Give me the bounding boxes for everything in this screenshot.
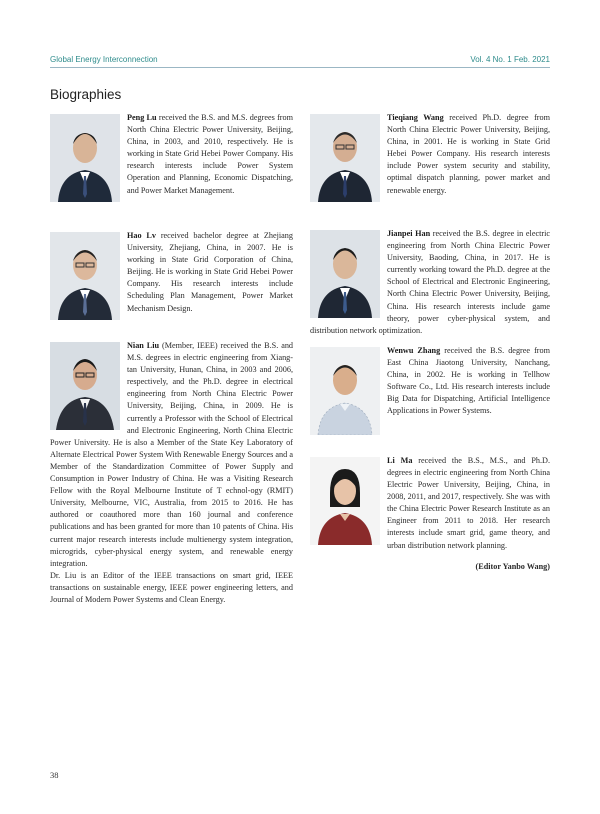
bio-text: received the B.S., M.S., and Ph.D. degrees in electric engineering from North China Electric Power University, Beijing, China, in 2008, 2011, and 2017, respectively. She was with the China Electric Power Research Institute as an Engineer from 2011 to 2018. Her research interests include smart grid, game theory, and urban distribution network planning. — [387, 455, 550, 550]
biography-tieqiang-wang — [310, 112, 550, 222]
portrait-photo-nian-liu — [50, 342, 120, 430]
bio-name: Hao Lv — [127, 231, 156, 240]
bio-text: received the B.S. and M.S. degrees from North China Electric Power University, Beijing, China, in 2003, and 2010, respectively. He is working in State Grid Hebei Power Company. His research interests include Power System Operation and Planning, Economic Dispatching, and Power Market Management. — [127, 113, 293, 195]
bio-name: Li Ma — [387, 455, 413, 465]
biography-li-ma — [310, 455, 550, 552]
running-head — [50, 55, 550, 67]
page-number: 38 — [50, 770, 59, 780]
header-rule — [50, 67, 550, 68]
portrait-photo-tieqiang-wang — [310, 114, 380, 202]
bio-name: Tieqiang Wang — [387, 113, 444, 122]
bio-name: Peng Lu — [127, 113, 157, 122]
biography-peng-lu — [50, 112, 293, 222]
biography-wenwu-zhang — [310, 345, 550, 449]
portrait-photo-jianpei-han — [310, 230, 380, 318]
bio-name: Jianpei Han — [387, 229, 431, 238]
issue-info: Vol. 4 No. 1 Feb. 2021 — [470, 55, 550, 64]
bio-text: received bachelor degree at Zhejiang University, Zhejiang, China, in 2007. He is working in State Grid Corporation of China, Beijing. He is working in State Grid Hebei Power Company. His research interests include Scheduling Plan Management, Power Market Mechanism Design. — [127, 231, 293, 313]
bio-text: received Ph.D. degree from North China Electric Power University, Beijing, China, in 2001. He is working in State Grid Hebei Power Company. His research interests include Power system security and stability, optimal dispatch planning, power market and renewable energy. — [387, 113, 550, 195]
bio-text: (Member, IEEE) received the B.S. and M.S. degrees in electric engineering from Xiang-tan University, Hunan, China, in 2003 and 2006, respectively, and the Ph.D. degree in electrical engineering from North China Electric Power University, Beijing, China, in 2009. He is currently a Professor with the School of Electrical and Electronic Engineering, North China Electric Power University. He is also a Member of the State Key Laboratory of Alternate Electrical Power System With Renewable Energy Sources and a Member of the Standardization Committee of Power Supply and Consumption in Power Industry of China. He was a Visiting Research Fellow with the Royal Melbourne Institute of T echnol-ogy (RMIT) University, Melbourne, VIC, Australia, from 2015 to 2016. He has authored or coauthored more than 160 journal and conference publications and has been granted for more than 10 patents of China. His current major research interests include multienergy system integration, microgrids, cyber-physical energy system, and renewable energy integration. — [50, 341, 294, 568]
portrait-photo-hao-lv — [50, 232, 120, 320]
biography-nian-liu — [50, 340, 293, 570]
portrait-photo-li-ma — [310, 457, 380, 545]
bio-name: Nian Liu — [127, 341, 160, 350]
portrait-photo-peng-lu — [50, 114, 120, 202]
left-column — [50, 112, 293, 606]
bio-text: received the B.S. degree in electric engineering from North China Electric Power University, Baoding, China, in 2017. He is currently working toward the Ph.D. degree at the School of Electrical and Electronic Engineering, North China Electric Power University, Beijing, China. His research interests include game theory, power cyber-physical system, and distribution network optimization. — [310, 229, 550, 335]
right-column — [310, 112, 550, 571]
bio-text: received the B.S. degree from East China Jiaotong University, Nanchang, China, in 2002. He is working in Tellhow Software Co., Ltd. His research interests include Big Data for Dispatching, Artificial Intelligence Applications in Power Systems. — [387, 345, 550, 416]
section-title: Biographies — [50, 87, 122, 102]
bio-name: Wenwu Zhang — [387, 345, 441, 355]
biography-jianpei-han — [310, 228, 550, 337]
journal-name: Global Energy Interconnection — [50, 55, 158, 64]
editor-credit: (Editor Yanbo Wang) — [475, 561, 550, 571]
biography-hao-lv — [50, 230, 293, 330]
portrait-photo-wenwu-zhang — [310, 347, 380, 435]
bio-extra-nian-liu: Dr. Liu is an Editor of the IEEE transactions on smart grid, IEEE transactions on sustainable energy, IEEE power engineering letters, and Journal of Modern Power Systems and Clean Energy. — [50, 570, 293, 604]
